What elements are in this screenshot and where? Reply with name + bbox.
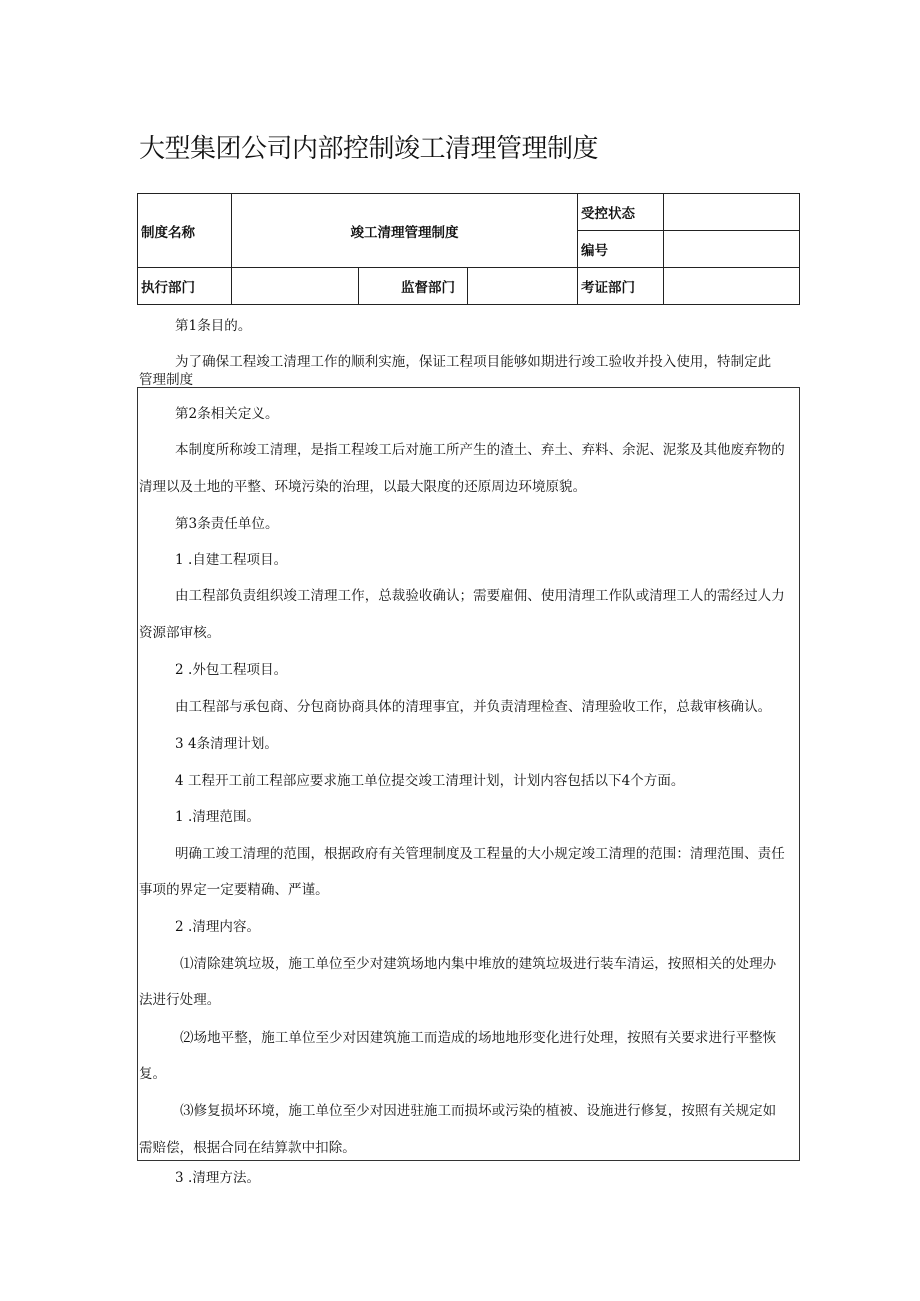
paragraph: 管理制度 xyxy=(139,372,194,388)
list-item: 3 .清理方法。 xyxy=(175,1170,261,1186)
list-item: 1 .自建工程项目。 xyxy=(175,552,288,568)
policy-name-value: 竣工清理管理制度 xyxy=(232,194,578,268)
paragraph: 4 工程开工前工程部应要求施工单位提交竣工清理计划，计划内容包括以下4个方面。 xyxy=(175,773,685,789)
exec-dept-value xyxy=(232,268,359,305)
paragraph: 由工程部与承包商、分包商协商具体的清理事宜，并负责清理检查、清理验收工作，总裁审核确认。 xyxy=(175,699,772,715)
paragraph: 需赔偿，根据合同在结算款中扣除。 xyxy=(139,1140,356,1156)
paragraph: ⑶修复损坏环境，施工单位至少对因进驻施工而损坏或污染的植被、设施进行修复，按照有关规定如 xyxy=(180,1103,777,1119)
control-status-label: 受控状态 xyxy=(578,194,664,231)
paragraph: 法进行处理。 xyxy=(139,992,221,1008)
exec-dept-label: 执行部门 xyxy=(138,268,232,305)
list-item: 2 .外包工程项目。 xyxy=(175,662,288,678)
number-label: 编号 xyxy=(578,231,664,268)
article-3: 第3条责任单位。 xyxy=(175,516,279,532)
supervise-dept-label: 监督部门 xyxy=(359,268,468,305)
paragraph: 本制度所称竣工清理，是指工程竣工后对施工所产生的渣土、弃土、弃料、余泥、泥浆及其他废弃物的 xyxy=(175,442,785,458)
assess-dept-label: 考证部门 xyxy=(578,268,664,305)
article-1: 第1条目的。 xyxy=(175,318,252,334)
info-table xyxy=(137,193,800,305)
list-item: 1 .清理范围。 xyxy=(175,809,261,825)
article-2: 第2条相关定义。 xyxy=(175,406,279,422)
list-item: 2 .清理内容。 xyxy=(175,919,261,935)
paragraph: 为了确保工程竣工清理工作的顺利实施，保证工程项目能够如期进行竣工验收并投入使用，特制定此 xyxy=(175,354,772,370)
paragraph: 清理以及土地的平整、环境污染的治理，以最大限度的还原周边环境原貌。 xyxy=(139,479,587,495)
paragraph: 复。 xyxy=(139,1066,167,1082)
paragraph: 资源部审核。 xyxy=(139,625,221,641)
paragraph: 事项的界定一定要精确、严谨。 xyxy=(139,882,329,898)
paragraph: 明确工竣工清理的范围，根据政府有关管理制度及工程量的大小规定竣工清理的范围：清理范围、责任 xyxy=(175,846,785,862)
paragraph: 由工程部负责组织竣工清理工作，总裁验收确认；需要雇佣、使用清理工作队或清理工人的需经过人力 xyxy=(175,588,785,604)
policy-name-label: 制度名称 xyxy=(138,194,232,268)
supervise-dept-value xyxy=(468,268,578,305)
paragraph: ⑴清除建筑垃圾，施工单位至少对建筑场地内集中堆放的建筑垃圾进行装车清运，按照相关的处理办 xyxy=(180,956,777,972)
article-4: 3 4条清理计划。 xyxy=(175,736,278,752)
assess-dept-value xyxy=(664,268,800,305)
document-title: 大型集团公司内部控制竣工清理管理制度 xyxy=(139,134,599,164)
control-status-value xyxy=(664,194,800,231)
paragraph: ⑵场地平整，施工单位至少对因建筑施工而造成的场地地形变化进行处理，按照有关要求进行平整恢 xyxy=(180,1030,777,1046)
number-value xyxy=(664,231,800,268)
